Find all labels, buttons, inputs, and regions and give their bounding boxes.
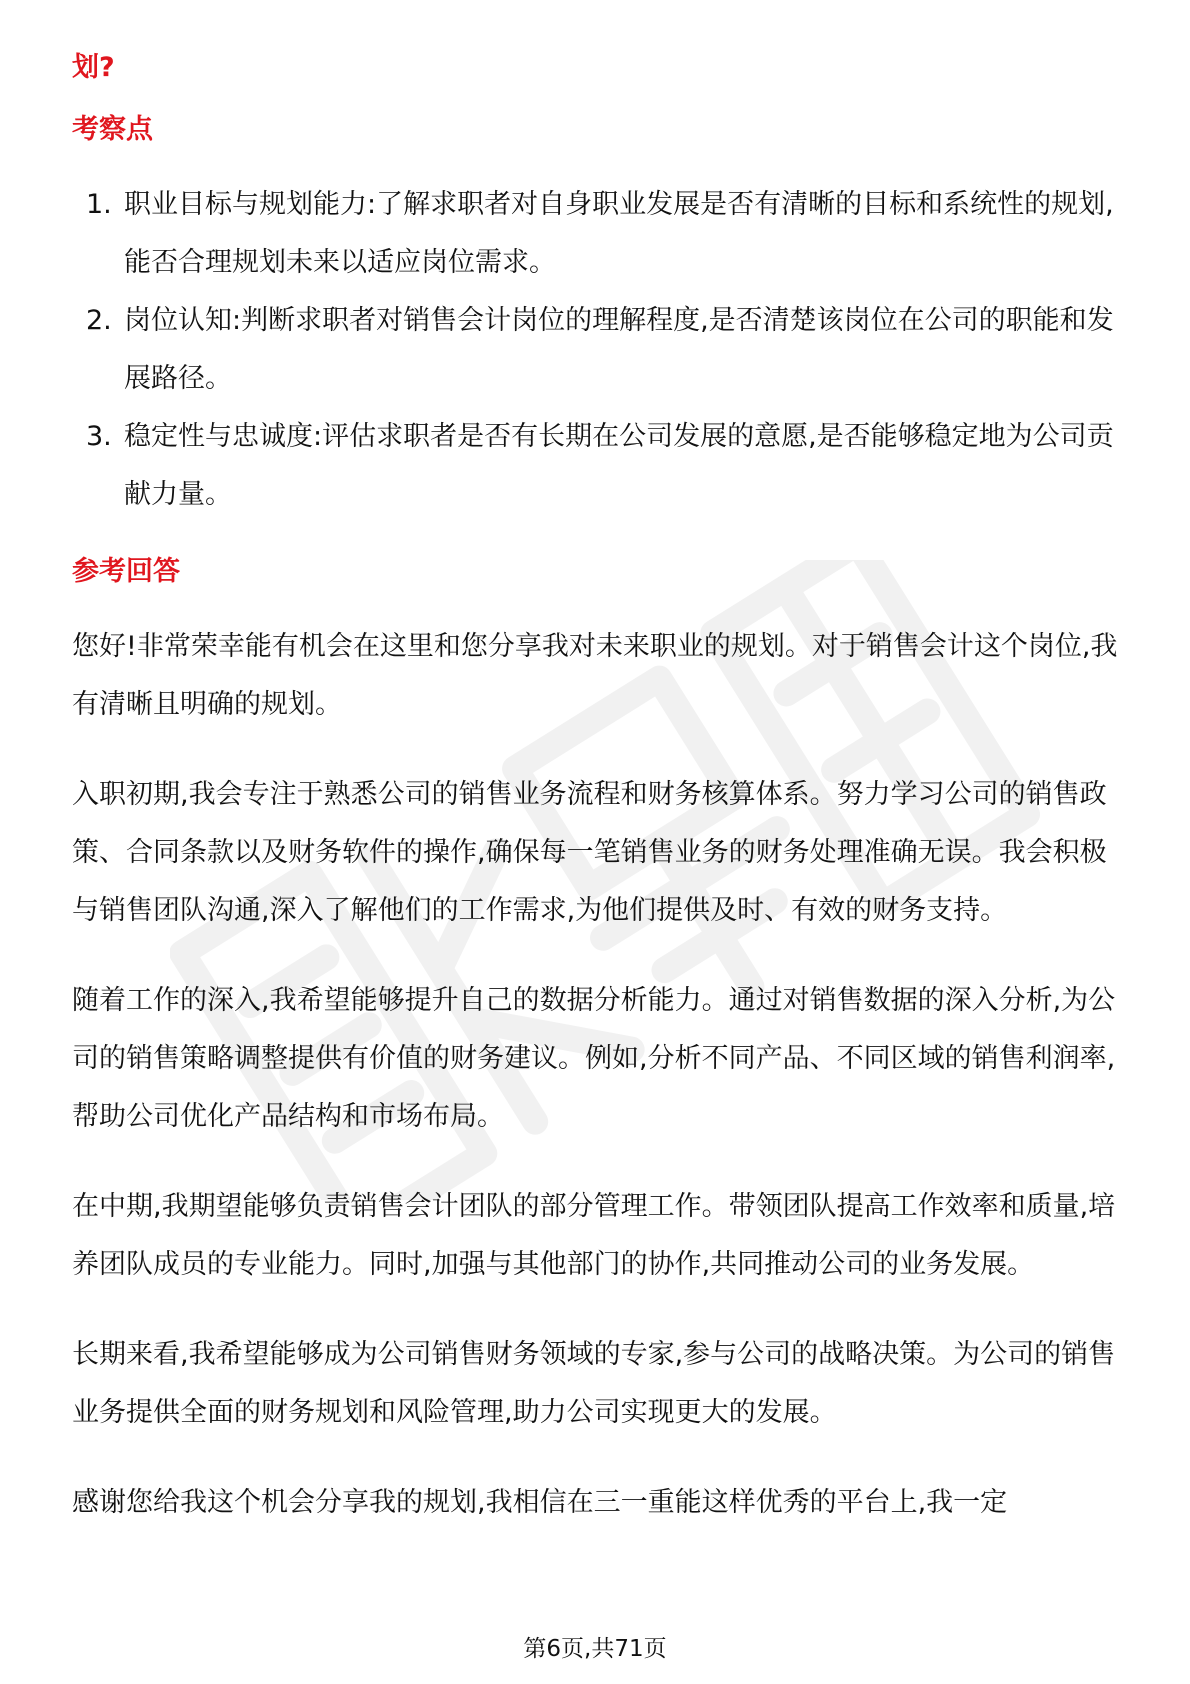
answer-heading: 参考回答 [72, 556, 180, 587]
list-item-number: 1. [86, 189, 112, 220]
document-content [72, 44, 1122, 1532]
list-item [72, 408, 1122, 524]
list-item [72, 176, 1122, 292]
answer-paragraph: 随着工作的深入,我希望能够提升自己的数据分析能力。通过对销售数据的深入分析,为公司的销售策略调整提供有价值的财务建议。例如,分析不同产品、不同区域的销售利润率,帮助公司优化产品结构和市场布局。 [72, 985, 1116, 1132]
list-item-text: 稳定性与忠诚度:评估求职者是否有长期在公司发展的意愿,是否能够稳定地为公司贡献力量。 [124, 421, 1114, 510]
list-item-number: 2. [86, 305, 112, 336]
list-item-text: 岗位认知:判断求职者对销售会计岗位的理解程度,是否清楚该岗位在公司的职能和发展路径。 [124, 305, 1114, 394]
points-list [72, 176, 1122, 524]
list-item [72, 292, 1122, 408]
page-footer: 第6页,共71页 [523, 1636, 667, 1662]
answer-paragraph: 您好!非常荣幸能有机会在这里和您分享我对未来职业的规划。对于销售会计这个岗位,我有清晰且明确的规划。 [72, 631, 1118, 720]
list-item-text: 职业目标与规划能力:了解求职者对自身职业发展是否有清晰的目标和系统性的规划,能否合理规划未来以适应岗位需求。 [124, 189, 1114, 278]
question-fragment: 划? [72, 52, 115, 83]
list-item-number: 3. [86, 421, 112, 452]
points-heading: 考察点 [72, 114, 153, 145]
answer-paragraph: 在中期,我期望能够负责销售会计团队的部分管理工作。带领团队提高工作效率和质量,培养团队成员的专业能力。同时,加强与其他部门的协作,共同推动公司的业务发展。 [72, 1191, 1116, 1280]
answer-paragraph: 长期来看,我希望能够成为公司销售财务领域的专家,参与公司的战略决策。为公司的销售业务提供全面的财务规划和风险管理,助力公司实现更大的发展。 [72, 1339, 1116, 1428]
answer-paragraph: 入职初期,我会专注于熟悉公司的销售业务流程和财务核算体系。努力学习公司的销售政策、合同条款以及财务软件的操作,确保每一笔销售业务的财务处理准确无误。我会积极与销售团队沟通,深入了解他们的工作需求,为他们提供及时、有效的财务支持。 [72, 779, 1107, 926]
answer-paragraph: 感谢您给我这个机会分享我的规划,我相信在三一重能这样优秀的平台上,我一定 [72, 1487, 1008, 1518]
